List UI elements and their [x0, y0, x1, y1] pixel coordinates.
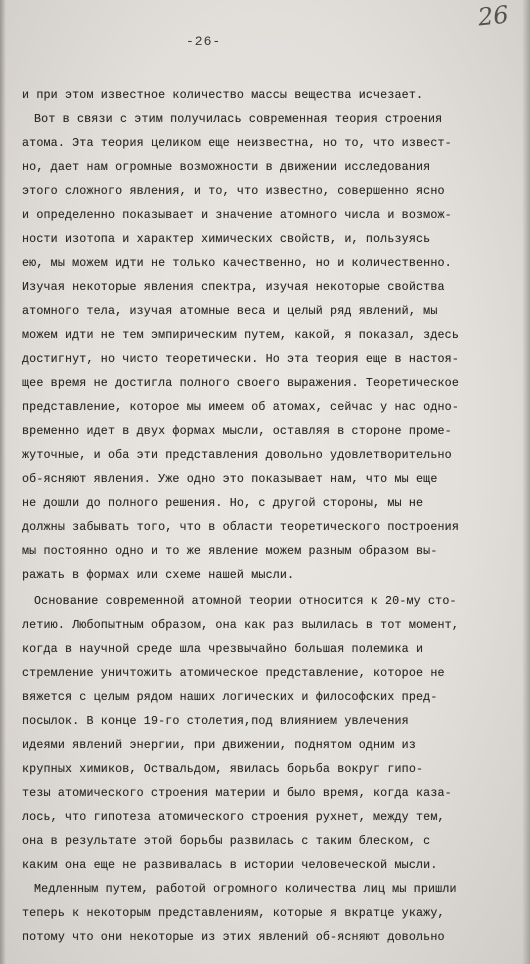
text-line: ности изотопа и характер химических свойств, и, пользуясь	[22, 232, 431, 246]
text-line: достигнут, но чисто теоретически. Но эта теория еще в настоя-	[22, 352, 459, 366]
text-line: должны забывать того, что в области теоретического построения	[22, 520, 459, 534]
text-line: представление, которое мы имеем об атомах, сейчас у нас одно-	[22, 400, 459, 414]
text-line: и определенно показывает и значение атомного числа и возмож-	[22, 208, 452, 222]
text-line: об-ясняют явления. Уже одно это показывает нам, что мы еще	[22, 472, 438, 486]
text-line: посылок. В конце 19-го столетия,под влиянием увлечения	[22, 714, 409, 728]
text-line: атомного тела, изучая атомные веса и целый ряд явлений, мы	[22, 304, 438, 318]
text-line: Основание современной атомной теории относится к 20-му сто-	[34, 594, 457, 608]
text-line: но, дает нам огромные возможности в движении исследования	[22, 160, 431, 174]
text-line: тезы атомического строения материи и было время, когда каза-	[22, 786, 452, 800]
text-line: не дошли до полного решения. Но, с другой стороны, мы не	[22, 496, 424, 510]
text-line: Медленным путем, работой огромного количества лиц мы пришли	[34, 882, 457, 896]
text-line: жуточные, и оба эти представления довольно удовлетворительно	[22, 448, 452, 462]
page-number: -26-	[186, 34, 222, 49]
text-line: атома. Эта теория целиком еще неизвестна, но то, что извест-	[22, 136, 452, 150]
handwritten-archive-number: 26	[476, 0, 510, 32]
text-line: лось, что гипотеза атомического строения рухнет, между тем,	[22, 810, 445, 824]
text-line: каким она еще не развивалась в истории человеческой мысли.	[22, 858, 438, 872]
text-line: идеями явлений энергии, при движении, поднятом одним из	[22, 738, 416, 752]
text-line: она в результате этой борьбы развилась с таким блеском, с	[22, 834, 431, 848]
text-line: ею, мы можем идти не только качественно, но и количественно.	[22, 256, 452, 270]
text-line: ражать в формах или схеме нашей мысли.	[22, 568, 295, 582]
text-line: стремление уничтожить атомическое представление, которое не	[22, 666, 445, 680]
text-line: и при этом известное количество массы вещества исчезает.	[22, 88, 424, 102]
text-line: этого сложного явления, и то, что известно, совершенно ясно	[22, 184, 445, 198]
text-line: когда в научной среде шла чрезвычайно большая полемика и	[22, 642, 424, 656]
text-line: можем идти не тем эмпирическим путем, какой, я показал, здесь	[22, 328, 459, 342]
text-line: потому что они некоторые из этих явлений об-ясняют довольно	[22, 930, 445, 944]
text-line: щее время не достигла полного своего выражения. Теоретическое	[22, 376, 459, 390]
text-line: теперь к некоторым представлениям, которые я вкратце укажу,	[22, 906, 445, 920]
text-line: вяжется с целым рядом наших логических и философских пред-	[22, 690, 438, 704]
text-line: Вот в связи с этим получилась современная теория строения	[34, 112, 443, 126]
text-line: мы постоянно одно и то же явление можем разным образом вы-	[22, 544, 438, 558]
text-line: Изучая некоторые явления спектра, изучая некоторые свойства	[22, 280, 445, 294]
text-line: крупных химиков, Оствальдом, явилась борьба вокруг гипо-	[22, 762, 424, 776]
text-line: временно идет в двух формах мысли, оставляя в стороне проме-	[22, 424, 452, 438]
text-line: летию. Любопытным образом, она как раз вылилась в тот момент,	[22, 618, 459, 632]
